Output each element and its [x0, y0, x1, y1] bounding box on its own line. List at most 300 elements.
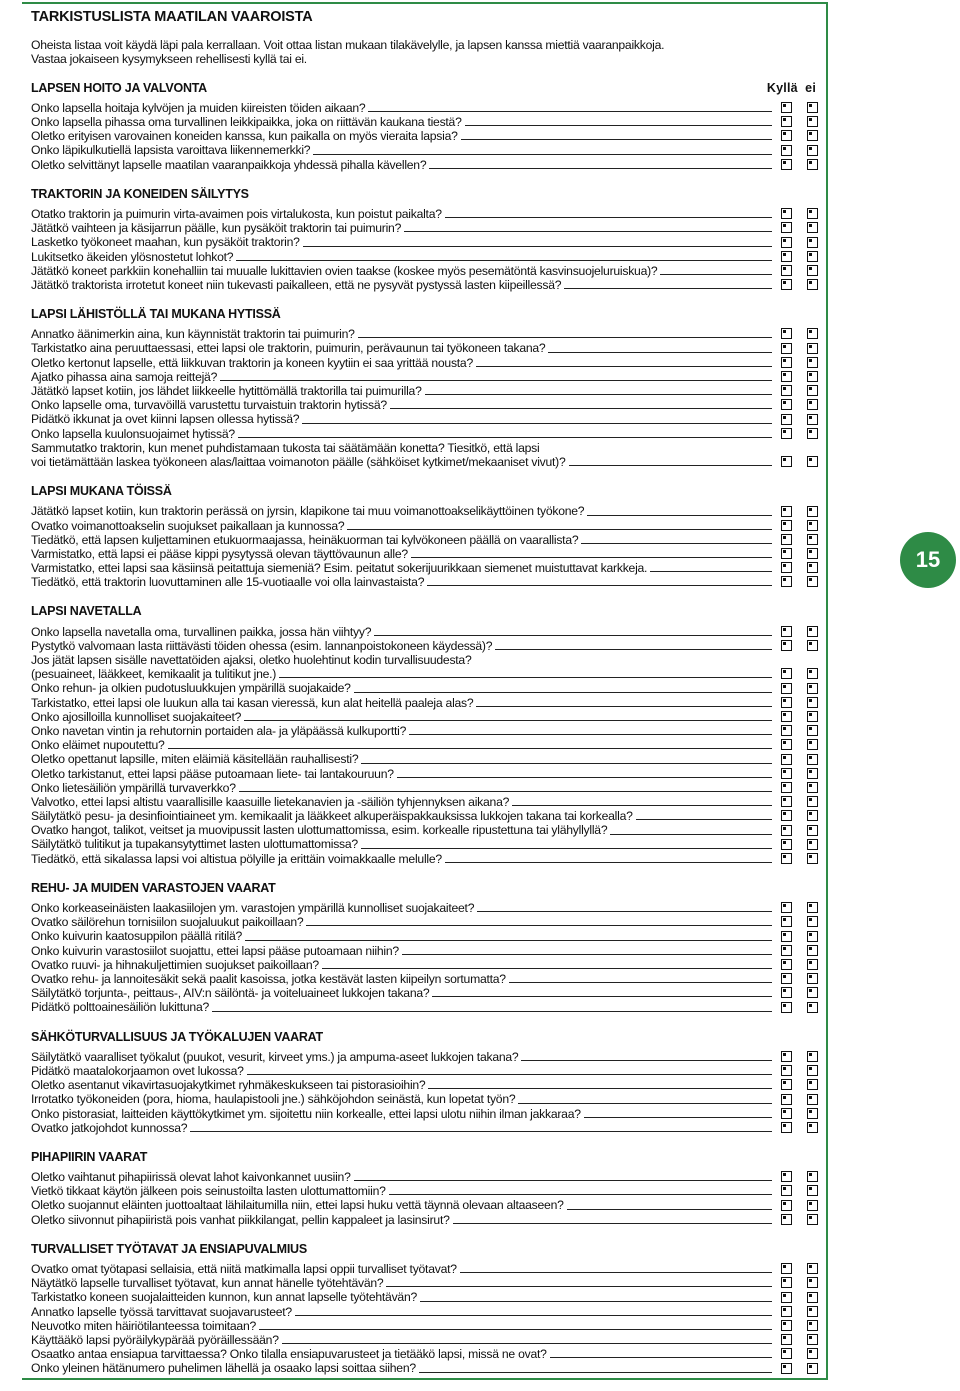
checklist-row: [31, 1276, 821, 1290]
answer-line: [476, 366, 772, 367]
answer-line: [660, 274, 772, 275]
answer-checkboxes: [774, 265, 821, 278]
no-checkbox[interactable]: [807, 782, 818, 793]
checklist-section: [31, 1150, 821, 1227]
answer-checkboxes: [774, 768, 821, 781]
no-checkbox[interactable]: [807, 534, 818, 545]
answer-checkboxes: [774, 548, 821, 561]
checklist-section: [31, 187, 821, 292]
yes-checkbox[interactable]: [781, 548, 792, 559]
yes-checkbox[interactable]: [781, 130, 792, 141]
yes-checkbox[interactable]: [781, 343, 792, 354]
yes-checkbox[interactable]: [781, 222, 792, 233]
no-checkbox[interactable]: [807, 576, 818, 587]
yes-checkbox[interactable]: [781, 739, 792, 750]
checklist-row: [31, 143, 821, 157]
answer-checkboxes: [774, 1185, 821, 1198]
no-checkbox[interactable]: [807, 1122, 818, 1133]
section-heading: [31, 81, 821, 95]
question-text: Otatko traktorin ja puimurin virta-avaimen pois virtalukosta, kun poistut paikalta?: [31, 206, 442, 221]
no-label: ei: [805, 80, 816, 95]
answer-checkboxes: [774, 853, 821, 866]
no-checkbox[interactable]: [807, 562, 818, 573]
no-checkbox[interactable]: [807, 931, 818, 942]
no-checkbox[interactable]: [807, 399, 818, 410]
checklist-row: [31, 1213, 821, 1227]
question-text: Säilytätkö pesu- ja desinfiointiaineet ym. kemikaalit ja lääkkeet alkuperäispakkauksissa lukkojen takana tai korkealla?: [31, 809, 633, 824]
section-heading-text: SÄHKÖTURVALLISUUS JA TYÖKALUJEN VAARAT: [31, 1029, 323, 1044]
yes-checkbox[interactable]: [781, 145, 792, 156]
checklist-row: [31, 412, 821, 426]
no-checkbox[interactable]: [807, 739, 818, 750]
question-text: Onko korkeaseinäisten laakasiilojen ym. varastojen ympärillä kunnolliset suojakaiteet?: [31, 901, 475, 916]
checklist-section: [31, 1242, 821, 1376]
no-checkbox[interactable]: [807, 768, 818, 779]
yes-checkbox[interactable]: [781, 399, 792, 410]
yes-checkbox[interactable]: [781, 456, 792, 467]
answer-line: [460, 1272, 772, 1273]
no-checkbox[interactable]: [807, 1320, 818, 1331]
answer-line: [374, 635, 772, 636]
no-checkbox[interactable]: [807, 1051, 818, 1062]
question-text: voi tietämättään laskea työkoneen alas/laittaa voimanoton päälle (sähköiset kytkimet/mekaaniset vivut)?: [31, 454, 566, 469]
no-checkbox[interactable]: [807, 1292, 818, 1303]
yes-checkbox[interactable]: [781, 1051, 792, 1062]
yes-checkbox[interactable]: [781, 810, 792, 821]
question-text: Onko lapsella pihassa oma turvallinen leikkipaikka, joka on riittävän kaukana tiestä?: [31, 114, 462, 129]
answer-checkboxes: [774, 711, 821, 724]
no-checkbox[interactable]: [807, 853, 818, 864]
answer-checkboxes: [774, 1108, 821, 1121]
yes-checkbox[interactable]: [781, 102, 792, 113]
question-text: Säilytätkö tulitikut ja tupakansytyttimet lasten ulottumattomissa?: [31, 837, 358, 852]
question-text: Onko navetan vintin ja rehutornin portaiden ala- ja yläpäässä kulkuportti?: [31, 723, 407, 738]
no-checkbox[interactable]: [807, 237, 818, 248]
no-checkbox[interactable]: [807, 973, 818, 984]
checklist-row: [31, 972, 821, 986]
yes-checkbox[interactable]: [781, 1263, 792, 1274]
yes-checkbox[interactable]: [781, 853, 792, 864]
question-text: Irrotatko työkoneiden (pora, hiomа, haulapistooli jne.) sähköjohdon seinästä, kun lopetat työn?: [31, 1092, 516, 1107]
question-text: Jos jätät lapsen sisälle navettatöiden ajaksi, oletko huolehtinut kodin turvallisuudesta?: [31, 653, 472, 668]
checklist-row: [31, 1184, 821, 1198]
yes-checkbox[interactable]: [781, 916, 792, 927]
yes-checkbox[interactable]: [781, 626, 792, 637]
question-text: Onko läpikulkutiellä lapsista varoittava liikennemerkki?: [31, 143, 311, 158]
answer-line: [512, 805, 772, 806]
checklist-row: [31, 696, 821, 710]
answer-checkboxes: [774, 506, 821, 519]
no-checkbox[interactable]: [807, 902, 818, 913]
no-checkbox[interactable]: [807, 130, 818, 141]
yes-checkbox[interactable]: [781, 1306, 792, 1317]
yes-checkbox[interactable]: [781, 1334, 792, 1345]
no-checkbox[interactable]: [807, 456, 818, 467]
question-text: Ovatko rehu- ja lannoitesäkit sekä paalit kasoissa, jotka kestävät lasten kiipeilyn sortumatta?: [31, 972, 506, 986]
section-heading-text: REHU- JA MUIDEN VARASTOJEN VAARAT: [31, 880, 276, 895]
question-text: Tiedätkö, että lapsen kuljettaminen etukuormaajassa, heinäkuorman tai kylvökoneen päällä on vaarallista?: [31, 532, 579, 547]
answer-checkboxes: [774, 1277, 821, 1290]
question-text: Vietkö tikkaat käytön jälkeen pois seinustoilta lasten ulottumattomiin?: [31, 1184, 386, 1199]
yes-checkbox[interactable]: [781, 1320, 792, 1331]
checklist-row: [31, 667, 821, 681]
no-checkbox[interactable]: [807, 668, 818, 679]
answer-checkboxes: [774, 328, 821, 341]
no-checkbox[interactable]: [807, 385, 818, 396]
question-text: Varmistatko, että lapsi ei pääse kippi pysytyssä olevan täyttövaunun alle?: [31, 546, 408, 561]
checklist-row: [31, 710, 821, 724]
no-checkbox[interactable]: [807, 357, 818, 368]
yes-checkbox[interactable]: [781, 116, 792, 127]
yes-checkbox[interactable]: [781, 987, 792, 998]
question-text: Näytätkö lapselle turvalliset työtavat, kun annat hänelle työtehtävän?: [31, 1276, 384, 1291]
yes-checkbox[interactable]: [781, 328, 792, 339]
answer-line: [236, 260, 772, 261]
yes-checkbox[interactable]: [781, 782, 792, 793]
yes-checkbox[interactable]: [781, 1348, 792, 1359]
no-checkbox[interactable]: [807, 1094, 818, 1105]
yes-checkbox[interactable]: [781, 973, 792, 984]
yes-checkbox[interactable]: [781, 725, 792, 736]
answer-line: [239, 791, 772, 792]
no-checkbox[interactable]: [807, 265, 818, 276]
no-checkbox[interactable]: [807, 796, 818, 807]
answer-line: [420, 1301, 772, 1302]
answer-line: [244, 720, 772, 721]
yes-checkbox[interactable]: [781, 1094, 792, 1105]
no-checkbox[interactable]: [807, 916, 818, 927]
no-checkbox[interactable]: [807, 506, 818, 517]
yes-checkbox[interactable]: [781, 825, 792, 836]
question-text: Varmistatko, ettei lapsi saa käsiinsä peitattuja siemeniä? Esim. peitatut sokerijuurikkaan siemenet muistuttavat karkkeja.: [31, 561, 648, 576]
answer-checkboxes: [774, 916, 821, 929]
answer-checkboxes: [774, 626, 821, 639]
no-checkbox[interactable]: [807, 754, 818, 765]
checklist-row: [31, 1078, 821, 1092]
answer-line: [282, 1343, 772, 1344]
intro-line: Vastaa jokaiseen kysymykseen rehellisesti kyllä tai ei.: [31, 52, 307, 67]
answer-line: [306, 925, 772, 926]
question-text: Pidätkö ikkunat ja ovet kiinni lapsen ollessa hytissä?: [31, 412, 300, 427]
yes-checkbox[interactable]: [781, 796, 792, 807]
section-heading: [31, 307, 821, 321]
page-title: TARKISTUSLISTA MAATILAN VAAROISTA: [31, 9, 313, 25]
yes-checkbox[interactable]: [781, 159, 792, 170]
section-heading: [31, 604, 821, 618]
checklist-row: [31, 1262, 821, 1276]
answer-line: [610, 834, 772, 835]
checklist-row: [31, 398, 821, 412]
answer-checkboxes: [774, 796, 821, 809]
no-checkbox[interactable]: [807, 697, 818, 708]
no-checkbox[interactable]: [807, 251, 818, 262]
no-checkbox[interactable]: [807, 208, 818, 219]
answer-checkboxes: [774, 1094, 821, 1107]
checklist-row: [31, 427, 821, 441]
answer-line: [428, 1088, 772, 1089]
answer-checkboxes: [774, 1363, 821, 1376]
answer-line: [636, 819, 772, 820]
yes-checkbox[interactable]: [781, 562, 792, 573]
question-text: Säilytätkö torjunta-, peittaus-, AIV:n säilöntä- ja voiteluaineet lukkojen takana?: [31, 986, 430, 1001]
question-text: Oletko tarkistanut, ettei lapsi pääse putoamaan liete- tai lantakouruun?: [31, 766, 394, 781]
no-checkbox[interactable]: [807, 640, 818, 651]
checklist-document: [31, 10, 821, 1391]
yes-checkbox[interactable]: [781, 668, 792, 679]
yes-checkbox[interactable]: [781, 506, 792, 517]
answer-line: [247, 1074, 772, 1075]
no-checkbox[interactable]: [807, 683, 818, 694]
no-checkbox[interactable]: [807, 1065, 818, 1076]
no-checkbox[interactable]: [807, 102, 818, 113]
checklist-row: [31, 1000, 821, 1014]
no-checkbox[interactable]: [807, 1002, 818, 1013]
yes-checkbox[interactable]: [781, 1200, 792, 1211]
section-heading-text: LAPSI MUKANA TÖISSÄ: [31, 484, 172, 499]
checklist-row: [31, 455, 821, 469]
yes-checkbox[interactable]: [781, 1065, 792, 1076]
no-checkbox[interactable]: [807, 959, 818, 970]
checklist-row: [31, 1107, 821, 1121]
checklist-row: [31, 158, 821, 172]
question-text: Pystytkö valvomaan lasta riittävästi töiden ohessa (esim. lannanpoistokoneen käydessä)?: [31, 638, 493, 653]
question-text: Jätätkö vaihteen ja käsijarrun päälle, kun pysäköit traktorin tai puimurin?: [31, 221, 402, 236]
no-checkbox[interactable]: [807, 1306, 818, 1317]
no-checkbox[interactable]: [807, 145, 818, 156]
yes-checkbox[interactable]: [781, 208, 792, 219]
question-text: Onko ajosilloilla kunnolliset suojakaiteet?: [31, 709, 242, 724]
answer-checkboxes: [774, 428, 821, 441]
checklist-row: [31, 838, 821, 852]
no-checkbox[interactable]: [807, 945, 818, 956]
no-checkbox[interactable]: [807, 1277, 818, 1288]
yes-checkbox[interactable]: [781, 357, 792, 368]
answer-checkboxes: [774, 683, 821, 696]
answer-checkboxes: [774, 208, 821, 221]
no-checkbox[interactable]: [807, 520, 818, 531]
sections-container: [31, 81, 821, 1376]
yes-checkbox[interactable]: [781, 683, 792, 694]
no-checkbox[interactable]: [807, 222, 818, 233]
question-text: Oletko kertonut lapselle, että liikkuvan traktorin ja koneen kyytiin ei saa yrittää nousta?: [31, 355, 473, 370]
answer-line: [409, 734, 772, 735]
question-text: Valvotko, ettei lapsi altistu vaarallisille kaasuille lietekanavien ja -säiliön tyhjennyksen aikana?: [31, 794, 510, 809]
checklist-row: [31, 852, 821, 866]
checklist-row: [31, 207, 821, 221]
yes-checkbox[interactable]: [781, 754, 792, 765]
checklist-row: [31, 653, 821, 667]
no-checkbox[interactable]: [807, 279, 818, 290]
yes-checkbox[interactable]: [781, 1214, 792, 1225]
no-checkbox[interactable]: [807, 1214, 818, 1225]
answer-checkboxes: [774, 668, 821, 681]
question-text: Tiedätkö, että traktorin luovuttaminen alle 15-vuotiaalle voi olla lainvastaista?: [31, 575, 425, 590]
no-checkbox[interactable]: [807, 548, 818, 559]
yes-checkbox[interactable]: [781, 1277, 792, 1288]
question-text: Oletko erityisen varovainen koneiden kanssa, kun paikalla on myös vieraita lapsia?: [31, 129, 458, 144]
yes-checkbox[interactable]: [781, 265, 792, 276]
no-checkbox[interactable]: [807, 116, 818, 127]
answer-line: [461, 139, 772, 140]
answer-checkboxes: [774, 1079, 821, 1092]
checklist-row: [31, 639, 821, 653]
no-checkbox[interactable]: [807, 343, 818, 354]
answer-line: [453, 1223, 772, 1224]
section-heading: [31, 484, 821, 498]
section-heading: [31, 1242, 821, 1256]
yes-checkbox[interactable]: [781, 414, 792, 425]
section-heading: [31, 1030, 821, 1044]
question-text: Onko rehun- ja olkien pudotusluukkujen ympärillä suojakaide?: [31, 681, 351, 696]
no-checkbox[interactable]: [807, 1263, 818, 1274]
no-checkbox[interactable]: [807, 626, 818, 637]
no-checkbox[interactable]: [807, 810, 818, 821]
question-text: Ovatko voimanottoakselin suojukset paikallaan ja kunnossa?: [31, 518, 345, 533]
yes-checkbox[interactable]: [781, 428, 792, 439]
checklist-row: [31, 504, 821, 518]
no-checkbox[interactable]: [807, 711, 818, 722]
yes-checkbox[interactable]: [781, 1363, 792, 1374]
section-heading: [31, 187, 821, 201]
answer-line: [521, 1060, 772, 1061]
question-text: Onko kuivurin varastosiilot suojattu, ettei lapsi pääse putoamaan niihin?: [31, 943, 399, 958]
yes-checkbox[interactable]: [781, 534, 792, 545]
checklist-row: [31, 278, 821, 292]
question-text: Tarkistatko koneen suojalaitteiden kunnon, kun annat lapselle työtehtävän?: [31, 1290, 417, 1305]
checklist-row: [31, 356, 821, 370]
answer-line: [238, 437, 772, 438]
no-checkbox[interactable]: [807, 839, 818, 850]
checklist-row: [31, 561, 821, 575]
answer-line: [650, 571, 772, 572]
yes-checkbox[interactable]: [781, 1002, 792, 1013]
yes-checkbox[interactable]: [781, 279, 792, 290]
no-checkbox[interactable]: [807, 725, 818, 736]
yes-checkbox[interactable]: [781, 237, 792, 248]
yes-checkbox[interactable]: [781, 1108, 792, 1119]
no-checkbox[interactable]: [807, 1363, 818, 1374]
question-text: Ovatko jatkojohdot kunnossa?: [31, 1120, 188, 1135]
yes-checkbox[interactable]: [781, 931, 792, 942]
yes-checkbox[interactable]: [781, 697, 792, 708]
yes-checkbox[interactable]: [781, 711, 792, 722]
section-heading: [31, 1150, 821, 1164]
question-text: Oletko vaihtanut pihapiirissä olevat lahot kaivonkannet uusiin?: [31, 1170, 351, 1185]
checklist-row: [31, 1198, 821, 1212]
answer-checkboxes: [774, 130, 821, 143]
no-checkbox[interactable]: [807, 414, 818, 425]
answer-checkboxes: [774, 697, 821, 710]
question-text: Ovatko hangot, talikot, veitset ja muovipussit lasten ulottumattomissa, esim. korkealle ripustettuna tai ylähyllyllä?: [31, 823, 608, 838]
checklist-row: [31, 1347, 821, 1361]
yes-checkbox[interactable]: [781, 385, 792, 396]
section-heading-text: PIHAPIIRIN VAARAT: [31, 1149, 148, 1164]
yes-checkbox[interactable]: [781, 768, 792, 779]
intro-line: Oheista listaa voit käydä läpi pala kerrallaan. Voit ottaa listan mukaan tilakävelylle, ja lapsen kanssa miettiä vaaranpaikkoja.: [31, 38, 665, 53]
yes-checkbox[interactable]: [781, 520, 792, 531]
checklist-row: [31, 264, 821, 278]
question-text: Käyttääkö lapsi pyöräilykypärää pyöräillessään?: [31, 1332, 279, 1347]
answer-checkboxes: [774, 237, 821, 250]
yes-checkbox[interactable]: [781, 902, 792, 913]
answer-line: [465, 125, 772, 126]
answer-checkboxes: [774, 159, 821, 172]
yes-checkbox[interactable]: [781, 251, 792, 262]
yes-checkbox[interactable]: [781, 945, 792, 956]
checklist-section: [31, 1030, 821, 1135]
yes-checkbox[interactable]: [781, 1079, 792, 1090]
yes-checkbox[interactable]: [781, 1171, 792, 1182]
question-text: Oletko siivonnut pihapiiristä pois vanhat piikkilangat, pellin kappaleet ja lasinsirut?: [31, 1212, 450, 1227]
question-text: Oletko selvittänyt lapselle maatilan vaaranpaikkoja yhdessä pihalla kävellen?: [31, 157, 427, 172]
answer-line: [347, 529, 772, 530]
question-text: Lasketko työkoneet maahan, kun pysäköit traktorin?: [31, 235, 300, 250]
question-text: Oletko suojannut eläinten juottoaltaat lähilaitumilla niin, ettei lapsi huku vettä täynnä olevaan altaaseen?: [31, 1198, 564, 1213]
answer-checkboxes: [774, 1122, 821, 1135]
no-checkbox[interactable]: [807, 328, 818, 339]
section-heading-text: TURVALLISET TYÖTAVAT JA ENSIAPUVALMIUS: [31, 1241, 307, 1256]
answer-checkboxes: [774, 725, 821, 738]
question-text: Ovatko ruuvi- ja hihnakuljettimien suojukset paikoillaan?: [31, 957, 319, 972]
checklist-row: [31, 1170, 821, 1184]
yes-checkbox[interactable]: [781, 959, 792, 970]
answer-checkboxes: [774, 1171, 821, 1184]
no-checkbox[interactable]: [807, 1185, 818, 1196]
answer-checkboxes: [774, 520, 821, 533]
no-checkbox[interactable]: [807, 1334, 818, 1345]
yes-checkbox[interactable]: [781, 576, 792, 587]
question-text: Oletko opettanut lapsille, miten eläimiä käsitellään rauhallisesti?: [31, 752, 359, 767]
no-checkbox[interactable]: [807, 1108, 818, 1119]
no-checkbox[interactable]: [807, 987, 818, 998]
answer-line: [587, 515, 772, 516]
no-checkbox[interactable]: [807, 428, 818, 439]
no-checkbox[interactable]: [807, 159, 818, 170]
answer-line: [445, 862, 772, 863]
no-checkbox[interactable]: [807, 1171, 818, 1182]
answer-checkboxes: [774, 116, 821, 129]
no-checkbox[interactable]: [807, 1348, 818, 1359]
no-checkbox[interactable]: [807, 371, 818, 382]
checklist-row: [31, 958, 821, 972]
checklist-row: [31, 795, 821, 809]
yes-checkbox[interactable]: [781, 371, 792, 382]
no-checkbox[interactable]: [807, 825, 818, 836]
yes-checkbox[interactable]: [781, 640, 792, 651]
no-checkbox[interactable]: [807, 1200, 818, 1211]
answer-checkboxes: [774, 754, 821, 767]
yes-checkbox[interactable]: [781, 1122, 792, 1133]
yes-checkbox[interactable]: [781, 1292, 792, 1303]
page-number-badge: 15: [900, 532, 956, 588]
answer-line: [432, 996, 772, 997]
question-text: Onko lapsella kuulonsuojaimet hytissä?: [31, 426, 235, 441]
yes-checkbox[interactable]: [781, 839, 792, 850]
answer-line: [419, 1372, 772, 1373]
question-text: Ajatko pihassa aina samoja reittejä?: [31, 369, 218, 384]
question-text: Onko kuivurin kaatosuppilon päällä ritilä?: [31, 929, 243, 944]
answer-line: [295, 1315, 772, 1316]
no-checkbox[interactable]: [807, 1079, 818, 1090]
answer-checkboxes: [774, 973, 821, 986]
answer-checkboxes: [774, 640, 821, 653]
question-text: Tarkistatko, ettei lapsi ole luukun alla tai kasan vieressä, kun alat heitellä paaleja alas?: [31, 695, 474, 710]
question-text: Neuvotko miten häiriötilanteessa toimitaan?: [31, 1318, 257, 1333]
question-text: Ovatko säilörehun tornisiilon suojaluukut paikoillaan?: [31, 915, 304, 930]
question-text: (pesuaineet, lääkkeet, kemikaalit ja tulitikut jne.): [31, 667, 277, 682]
checklist-row: [31, 944, 821, 958]
yes-checkbox[interactable]: [781, 1185, 792, 1196]
